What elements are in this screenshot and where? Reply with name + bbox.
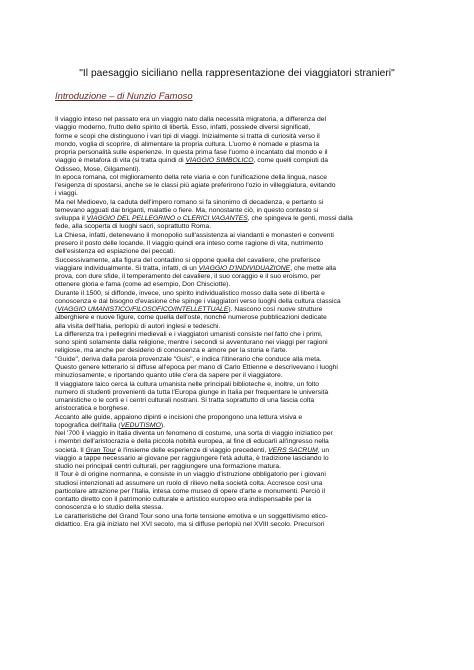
body-line	[55, 463, 435, 471]
body-line	[55, 496, 435, 504]
body-line	[55, 182, 435, 190]
text-run: studiosi intenzionati ad assumere un ruolo di rilievo nella società colta. Accresce così una	[55, 479, 323, 487]
body-line	[55, 405, 435, 413]
body-line	[55, 149, 435, 157]
text-run: La Chiesa, infatti, detenevano il monopolio sull'assistenza ai viandanti e monasteri e conventi	[55, 231, 334, 239]
text-run: mondo, voglia di scoprire, di alimentare la propria cultura. L'uomo è nomade e plasma la	[55, 140, 320, 148]
text-run: i membri dell'aristocrazia e della piccola nobiltà europea, al fine di educarli all'ingresso nella	[55, 438, 329, 446]
body-line	[55, 372, 435, 380]
body-line	[55, 306, 435, 314]
text-run: Odisseo, Mose, Gilgamenti).	[55, 165, 141, 173]
text-run: Questo genere letterario si diffuse all'epoca per mano di Carlo Ettienne e descrivevano i luoghi	[55, 363, 338, 371]
body-line	[55, 422, 435, 430]
body-line	[55, 232, 435, 240]
text-run: Durante il 1500, si diffonde, invece, uno spirito individualistico mosso dalla sete di libertà e	[55, 289, 325, 297]
body-line	[55, 190, 435, 198]
body-line	[55, 323, 435, 331]
body-line	[55, 414, 435, 422]
body-line	[55, 521, 435, 529]
text-run: religiose, ma anche per desiderio di conoscenza e amore per la storia e l'arte.	[55, 347, 288, 355]
body-line	[55, 215, 435, 223]
text-run: Il Tour è di origine normanna, e consiste in un viaggio d'istruzione obbligatorio per i giovani	[55, 471, 326, 479]
body-text	[55, 116, 435, 529]
body-line	[55, 513, 435, 521]
body-line	[55, 199, 435, 207]
body-line	[55, 298, 435, 306]
text-run: ). Nascono così nuove strutture	[228, 306, 323, 314]
text-run: viaggio moderno, frutto dello spirito di libertà. Esso, infatti, possiede diversi significati,	[55, 124, 311, 132]
body-line	[55, 364, 435, 372]
body-line	[55, 331, 435, 339]
body-line	[55, 133, 435, 141]
emphasized-term: VIAGGIO D'INDIVIDUAZIONE	[198, 264, 291, 272]
text-run: alla visita dell'Italia, perlopiù di autori inglesi e tedeschi.	[55, 322, 221, 330]
emphasized-term: VIAGGIO UMANISTICO/FILOSOFICO/INTELLETTUALE	[57, 306, 229, 314]
text-run: aristocratica e borghese.	[55, 405, 130, 413]
body-line	[55, 356, 435, 364]
text-run: Le caratteristiche del Grand Tour sono una forte tensione emotiva e un soggettivismo etico-	[55, 512, 328, 520]
intro-heading: Introduzione – di Nunzio Famoso	[55, 90, 193, 101]
text-run: fede, alla scoperta di luoghi sacri, soprattutto Roma.	[55, 223, 212, 231]
body-line	[55, 347, 435, 355]
body-line	[55, 455, 435, 463]
text-run: viaggiare individualmente. Si tratta, infatti, di un	[55, 264, 199, 272]
text-run: viaggio a tappe necessario ai giovane per raggiungere l'età adulta, è tradizione lasciando lo	[55, 454, 329, 462]
text-run: contatto diretto con il patrimonio culturale e artistico europeo era indispensabile per la	[55, 496, 312, 504]
text-run: presero il posto delle locande. Il viaggio quindi era inteso come ragione di vita, nutrimento	[55, 239, 324, 247]
body-line	[55, 174, 435, 182]
text-run: alberghiere e nuove figure, come quella dell'oste, nonché numerose pubblicazioni dedicate	[55, 314, 327, 322]
text-run: conoscenza e dal bisogno d'evasione che spinge i viaggiatori verso luoghi della cultura classica	[55, 297, 341, 305]
text-run: dell'esistenza ed espiazione dei peccati.	[55, 248, 176, 256]
body-line	[55, 438, 435, 446]
text-run: ottenere gloria e fama (come ad esempio, Don Chisciotte).	[55, 281, 231, 289]
text-run: didattico. Era già iniziato nel XVI secolo, ma si diffuse perlopiù nel XVIII secolo. Precursori	[55, 521, 325, 529]
text-run: sviluppa il	[55, 215, 87, 223]
body-line	[55, 314, 435, 322]
emphasized-term: VIAGGIO SIMBOLICO	[185, 157, 254, 165]
text-run: Il viaggio inteso nel passato era un viaggio nato dalla necessità migratoria, a differenza del	[55, 116, 327, 123]
body-line	[55, 397, 435, 405]
body-line	[55, 223, 435, 231]
body-line	[55, 240, 435, 248]
text-run: minuziosamente, e riportando quanto utile c'era da sapere per il viaggiatore.	[55, 372, 283, 380]
body-line	[55, 124, 435, 132]
body-line	[55, 207, 435, 215]
body-line	[55, 430, 435, 438]
text-run: topografica dell'Italia (	[55, 421, 121, 429]
body-line	[55, 389, 435, 397]
body-line	[55, 141, 435, 149]
text-run: propria personalità sulle esperienze. In questa prima fase l'uomo è incantato dal mondo e il	[55, 149, 328, 157]
body-line	[55, 248, 435, 256]
emphasized-term: VIAGGIO DEL PELLEGRINO o CLERICI VAGANTES	[86, 215, 248, 223]
emphasized-term: Gran Tour	[85, 446, 116, 454]
body-line	[55, 504, 435, 512]
body-line	[55, 339, 435, 347]
text-run: (	[55, 306, 58, 314]
text-run: "Guide", deriva dalla parola provenzale "Guis", e indica l'itinerario che conduce alla meta.	[55, 355, 322, 363]
text-run: studio nei principali centri culturali, per raggiungere una formazione matura.	[55, 463, 282, 471]
text-run: ).	[160, 421, 165, 429]
body-line	[55, 381, 435, 389]
text-run: , come quelli compiuti da	[253, 157, 329, 165]
body-line	[55, 447, 435, 455]
text-run: numero di studenti provenienti da tutta l'Europa giunge in Italia per frequentare le università	[55, 388, 329, 396]
text-run: Ma nel Medioevo, la caduta dell'impero romano si fa sinonimo di decadenza, e pertanto si	[55, 198, 324, 206]
body-line	[55, 471, 435, 479]
body-line	[55, 157, 435, 165]
text-run: società. Il	[55, 446, 86, 454]
body-line	[55, 265, 435, 273]
text-run: sono spinti solamente dalla religione, mentre i secondi si avventurano nei viaggi per ragioni	[55, 339, 328, 347]
document-title: "Il paesaggio siciliano nella rappresentazione dei viaggiatori stranieri"	[79, 68, 395, 79]
text-run: Nel '700 il viaggio in Italia diventa un fenomeno di costume, una sorta di viaggio iniziatico per	[55, 430, 333, 438]
text-run: Accanto alle guide, appaiono dipinti e incisioni che propongono una lettura visiva e	[55, 413, 303, 421]
emphasized-term: VERS SACRUM	[268, 446, 318, 454]
text-run: forme e scopi che distinguono i vari tipi di viaggi. Inizialmente si tratta di curiosità verso il	[55, 132, 320, 140]
text-run: i viaggi.	[55, 190, 78, 198]
text-run: particolare attrazione per l'Italia, intesa come museo di opere d'arte e monumenti. Perciò il	[55, 487, 325, 495]
body-line	[55, 281, 435, 289]
emphasized-term: VEDUTISMO	[120, 421, 161, 429]
text-run: , che spingeva le genti, mossi dalla	[247, 215, 353, 223]
text-run: La differenza tra i pellegrini medievali e i viaggiatori umanisti consiste nel fatto che i primi,	[55, 330, 323, 338]
body-line	[55, 273, 435, 281]
text-run: prova, con dure sfide, il temperamento del cavaliere, il suo coraggio e il suo eroismo, per	[55, 273, 321, 281]
body-line	[55, 488, 435, 496]
body-line	[55, 166, 435, 174]
text-run: è l'insieme delle esperienze di viaggio precedenti,	[115, 446, 269, 454]
text-run: l'esigenza di spostarsi, anche se le classi più agiate preferirono l'ozio in villeggiatura, evitando	[55, 182, 336, 190]
text-run: temevano agguati dai briganti, malattie o fiere. Ma, nonostante ciò, in questo contesto si	[55, 206, 319, 214]
text-run: umanistiche o le corti e i centri culturali nostrani. Si tratta soprattutto di una fascia colta	[55, 397, 315, 405]
text-run: In epoca romana, col miglioramento della rete viaria e con l'unificazione della lingua, nasce	[55, 173, 328, 181]
body-line	[55, 480, 435, 488]
body-line	[55, 116, 435, 124]
body-line	[55, 257, 435, 265]
text-run: , che mette alla	[290, 264, 337, 272]
text-run: , un	[317, 446, 330, 454]
text-run: Successivamente, alla figura del contadino si oppone quella del cavaliere, che preferisce	[55, 256, 321, 264]
body-line	[55, 290, 435, 298]
text-run: Il viaggiatore laico cerca la cultura umanista nelle principali biblioteche e, inoltre, un folto	[55, 380, 320, 388]
text-run: conoscenza e lo studio della stessa.	[55, 504, 164, 512]
text-run: viaggio è metafora di vita (si tratta quindi di	[55, 157, 186, 165]
